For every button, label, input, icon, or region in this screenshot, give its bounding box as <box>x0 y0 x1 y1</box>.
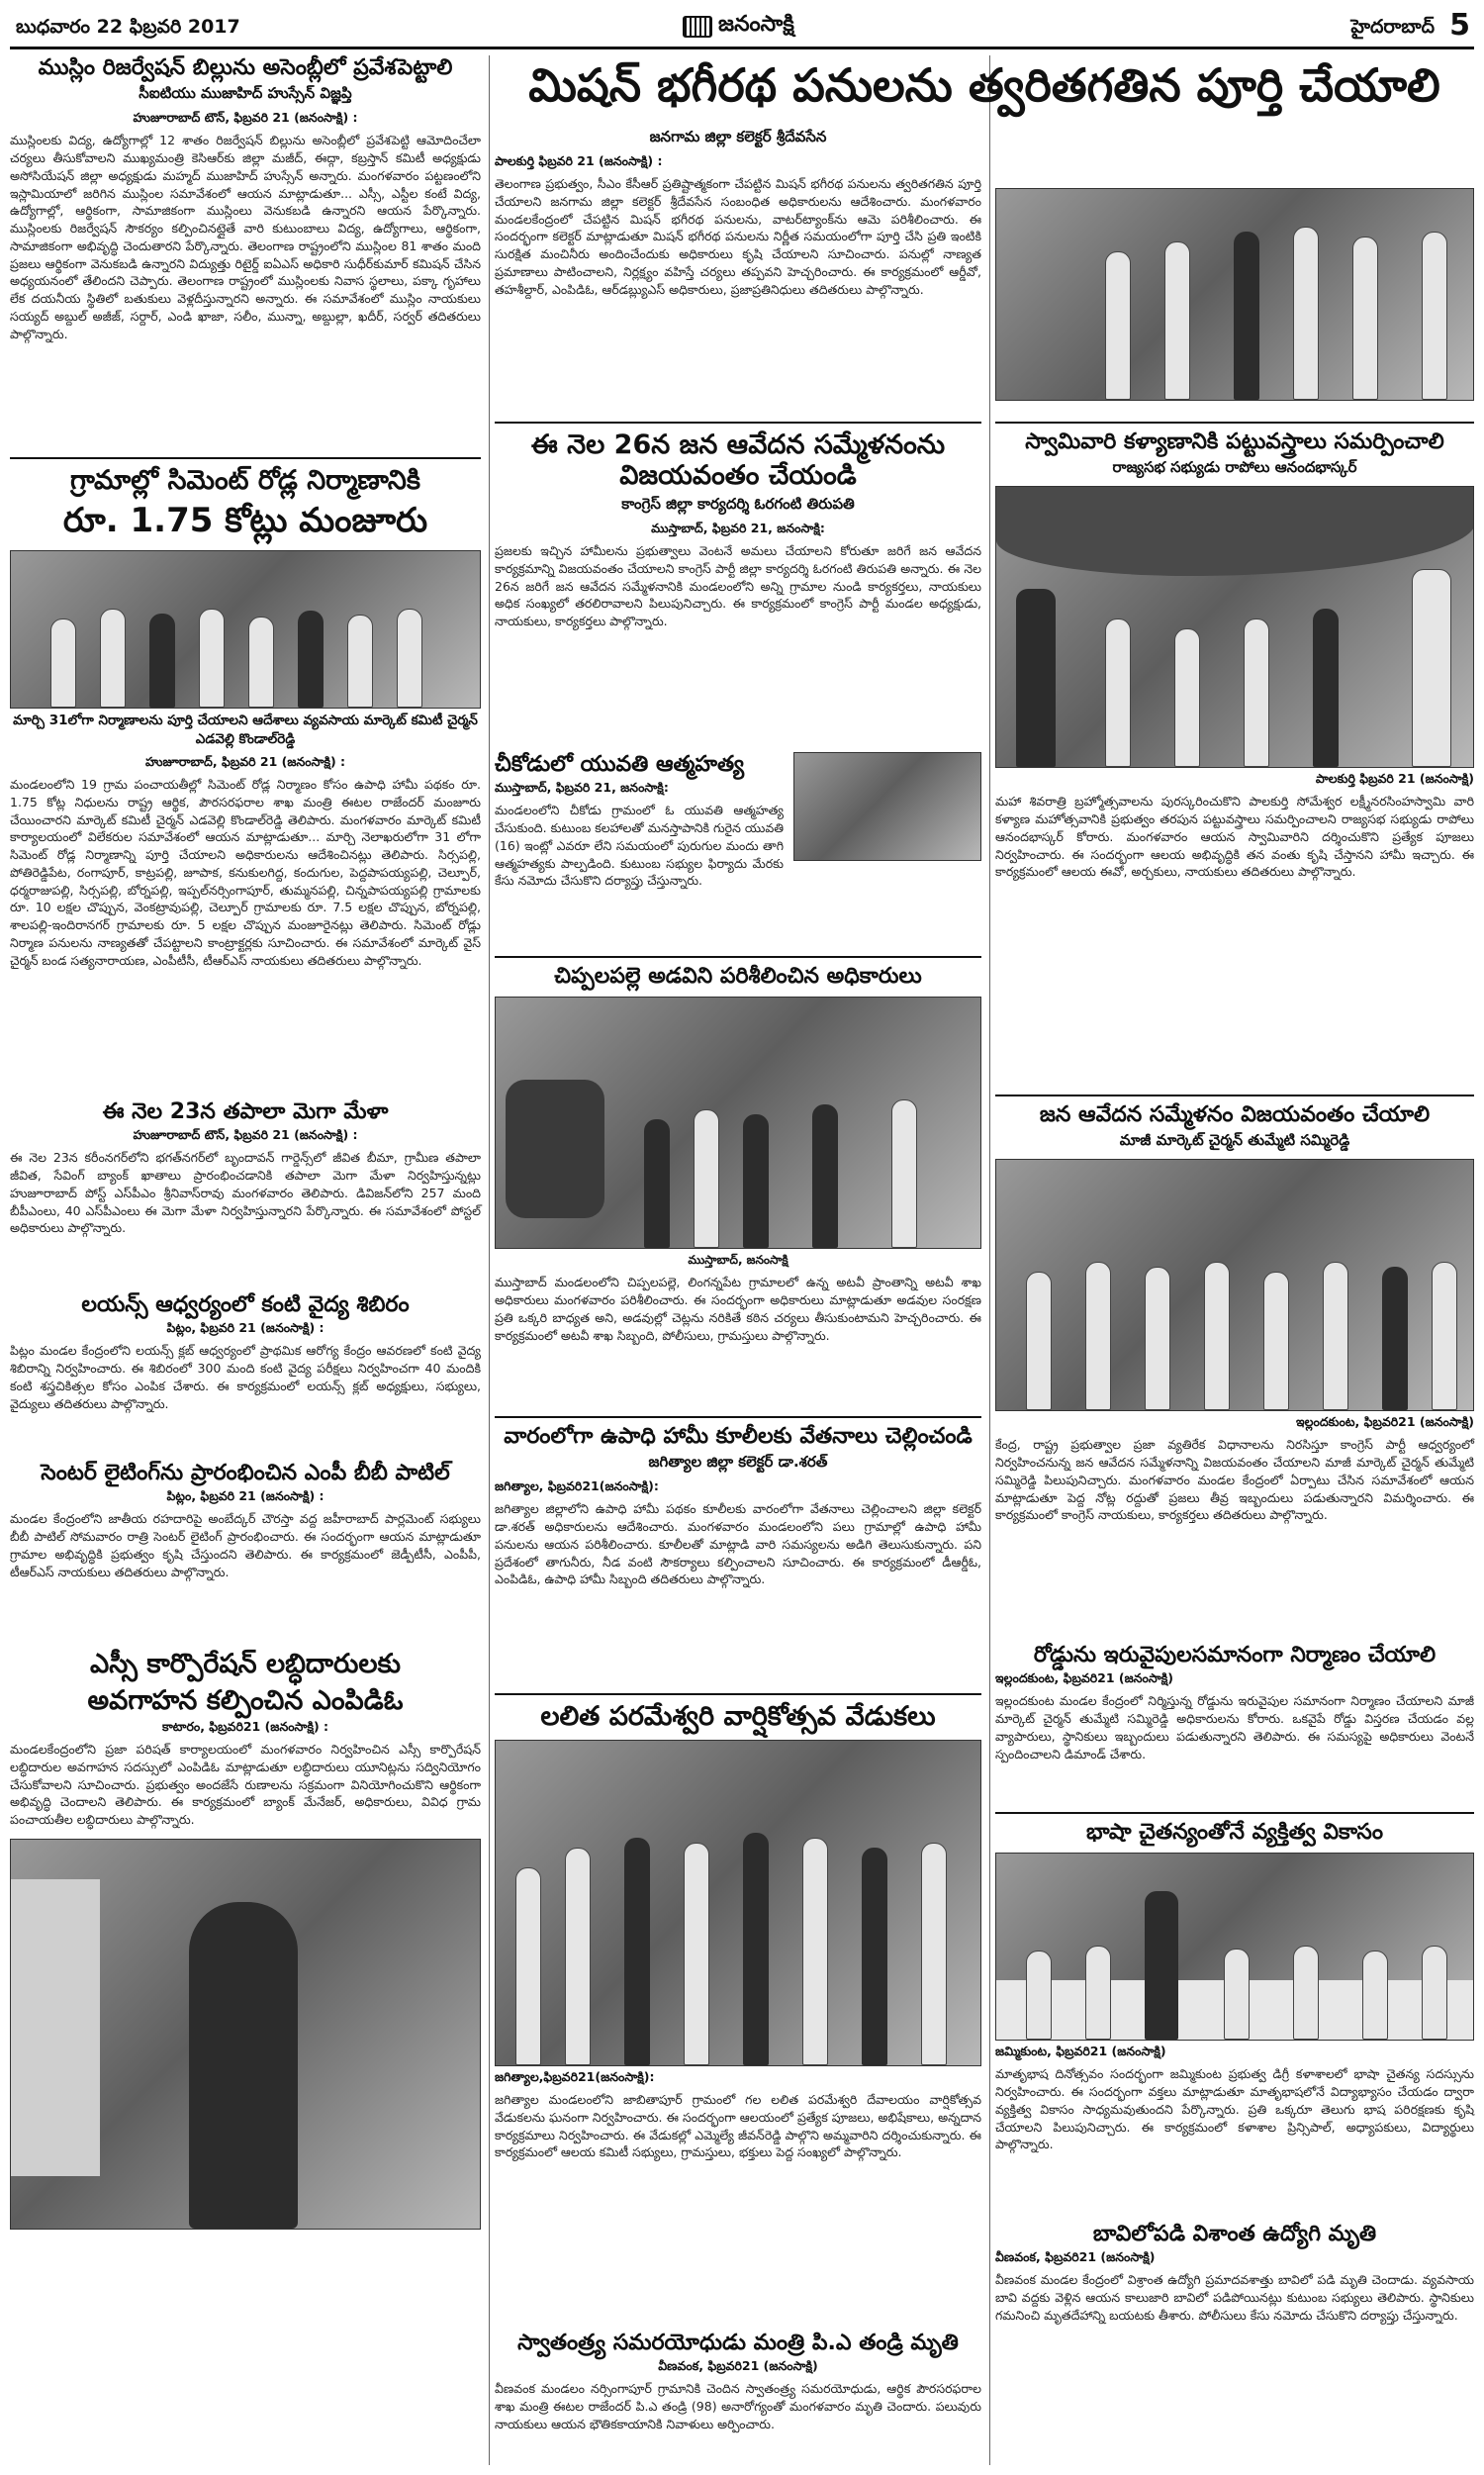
story-eye-camp <box>10 1292 481 1412</box>
story-cement-roads <box>10 451 481 969</box>
subheadline: రాజ్యసభ సభ్యుడు రాపోలు ఆనందభాస్కర్ <box>1112 458 1357 477</box>
dateline: జగిత్యాల,ఫిబ్రవరి21(జనంసాక్షి): <box>495 2069 655 2085</box>
headline: ఎస్సీ కార్పొరేషన్ లబ్ధిదారులకు <box>90 1649 401 1679</box>
dateline: వీణవంక, ఫిబ్రవరి21 (జనంసాక్షి) <box>658 2358 818 2374</box>
story-well-death <box>995 2222 1474 2325</box>
article-body: తెలంగాణ ప్రభుత్వం, సీఎం కేసీఆర్ ప్రతిష్టాత్మకంగా చేపట్టిన మిషన్ భగీరథ పనులను త్వరితగతిన పూర్తి చేయాలని జనగామ జిల్లా కలెక్టర్ శ్రీదేవసేన సంబంధిత అధికారులను ఆదేశించారు. మంగళవారం మండలకేంద్రంలో చేపట్టిన మిషన్ భగీరథ పనులను, వాటర్‌ట్యాంక్‌ను ఆమె పరిశీలించారు. ఈ సందర్భంగా కలెక్టర్ మాట్లాడుతూ మిషన్ భగీరథ పనులను నిర్ణీత సమయంలోగా పూర్తి చేసి ప్రతి ఇంటికి సురక్షిత మంచినీరు అందించేందుకు అధికారులు కృషి చేయాలని సూచించారు. పనుల్లో నాణ్యత ప్రమాణాలు పాటించాలని, నిర్లక్ష్యం వహిస్తే చర్యలు తప్పవని హెచ్చరించారు. ఈ కార్యక్రమంలో ఆర్డీవో, తహశీల్దార్, ఎంపిడిఓ, ఆర్‌డబ్ల్యుఎస్ అధికారులు, ప్రజాప్రతినిధులు తదితరులు పాల్గొన్నారు. <box>495 176 981 297</box>
subheadline: సీఐటియు ముజాహిద్ హుస్సేన్ విజ్ఞప్తి <box>139 84 352 103</box>
headline: లయన్స్ ఆధ్వర్యంలో కంటి వైద్య శిబిరం <box>81 1292 410 1317</box>
column-divider <box>989 55 990 2465</box>
dateline: కాటారం, ఫిబ్రవరి21 (జనంసాక్షి) : <box>161 1719 329 1735</box>
story-postal-mela <box>10 1099 481 1237</box>
brand-name: జనంసాక్షి <box>718 12 794 37</box>
edition-city: హైదరాబాద్ <box>1350 16 1435 38</box>
article-body: మహా శివరాత్రి బ్రహ్మోత్సవాలను పురస్కరించుకొని పాలకుర్తి సోమేశ్వర లక్ష్మీనరసింహస్వామి వారి కళ్యాణ మహోత్సవానికి ప్రభుత్వం తరపున పట్టువస్త్రాలు సమర్పించాలని రాజ్యసభ సభ్యుడు రాపోలు ఆనందభాస్కర్ కోరారు. మంగళవారం ఆయన స్వామివారిని దర్శించుకొని ప్రత్యేక పూజలు నిర్వహించారు. ఈ సందర్భంగా ఆలయ అభివృద్ధికి తన వంతు కృషి చేస్తానని హామీ ఇచ్చారు. ఈ కార్యక్రమంలో ఆలయ ఈవో, అర్చకులు, నాయకులు తదితరులు పాల్గొన్నారు. <box>995 794 1474 880</box>
headline: సెంటర్ లైటింగ్‌ను ప్రారంభించిన ఎంపీ బీబీ పాటిల్ <box>41 1461 450 1485</box>
article-body: మండలకేంద్రంలోని ప్రజా పరిషత్ కార్యాలయంలో మంగళవారం నిర్వహించిన ఎస్సీ కార్పొరేషన్ లబ్ధిదారుల అవగాహన సదస్సులో ఎంపిడిఓ మాట్లాడుతూ లబ్ధిదారులు యూనిట్లను సద్వినియోగం చేసుకోవాలని సూచించారు. ప్రభుత్వం అందజేసే రుణాలను సక్రమంగా వినియోగించుకొని ఆర్థికంగా అభివృద్ధి చెందాలని తెలిపారు. ఈ కార్యక్రమంలో బ్యాంక్ మేనేజర్, అధికారులు, వివిధ గ్రామ పంచాయతీల లబ్ధిదారులు పాల్గొన్నారు. <box>10 1742 481 1828</box>
dateline: జమ్మికుంట, ఫిబ్రవరి21 (జనంసాక్షి) <box>995 2044 1166 2059</box>
newspaper-brand <box>683 12 794 42</box>
headline: బావిలోపడి విశాంత ఉద్యోగి మృతి <box>1092 2222 1377 2246</box>
article-body: మండల కేంద్రంలోని జాతీయ రహదారిపై అంబేద్కర్ చౌరస్తా వద్ద జహీరాబాద్ పార్లమెంట్ సభ్యులు బీబీ పాటిల్ సోమవారం రాత్రి సెంటర్ లైటింగ్ ప్రారంభించారు. ఈ సందర్భంగా ఆయన మాట్లాడుతూ గ్రామాల అభివృద్ధికి ప్రభుత్వం కృషి చేస్తుందని తెలిపారు. ఈ కార్యక్రమంలో జెడ్పీటీసీ, ఎంపీపీ, టీఆర్ఎస్ నాయకులు తదితరులు పాల్గొన్నారు. <box>10 1511 481 1579</box>
headline: గ్రామాల్లో సిమెంట్ రోడ్ల నిర్మాణానికి <box>70 465 420 496</box>
headline: రోడ్డును ఇరువైపులసమానంగా నిర్మాణం చేయాలి <box>1033 1643 1437 1667</box>
subheadline: జనగామ జిల్లా కలెక్టర్ శ్రీదేవసేన <box>649 128 827 145</box>
article-body: కేంద్ర, రాష్ట్ర ప్రభుత్వాల ప్రజా వ్యతిరేక విధానాలను నిరసిస్తూ కాంగ్రెస్ పార్టీ ఆధ్వర్యంలో నిర్వహించనున్న జన ఆవేదన సమ్మేళనాన్ని విజయవంతం చేయాలని మాజీ మార్కెట్ చైర్మన్ తుమ్మేటి సమ్మిరెడ్డి పిలుపునిచ్చారు. మంగళవారం మండల కేంద్రంలో ఏర్పాటు చేసిన సమావేశంలో ఆయన మాట్లాడుతూ పెద్ద నోట్ల రద్దుతో ప్రజలు తీవ్ర ఇబ్బందులు పడుతున్నారని విమర్శించారు. ఈ కార్యక్రమంలో కాంగ్రెస్ నాయకులు, కార్యకర్తలు తదితరులు పాల్గొన్నారు. <box>995 1437 1474 1523</box>
article-body: ముస్తాబాద్ మండలంలోని చిప్పలపల్లె, లింగన్నపేట గ్రామాలలో ఉన్న అటవీ ప్రాంతాన్ని అటవీ శాఖ అధికారులు మంగళవారం పరిశీలించారు. ఈ సందర్భంగా అధికారులు మాట్లాడుతూ అడవుల సంరక్షణ ప్రతి ఒక్కరి బాధ్యత అని, అడవుల్లో చెట్లను నరికితే కఠిన చర్యలు తీసుకుంటామని హెచ్చరించారు. ఈ కార్యక్రమంలో అటవీ శాఖ సిబ్బంది, పోలీసులు, గ్రామస్తులు పాల్గొన్నారు. <box>495 1275 981 1343</box>
story-kalyanam <box>995 416 1474 881</box>
article-body: మండలంలోని 19 గ్రామ పంచాయతీల్లో సిమెంట్ రోడ్ల నిర్మాణం కోసం ఉపాధి హామీ పథకం రూ. 1.75 కోట్ల నిధులను రాష్ట్ర ఆర్థిక, పౌరసరఫరాల శాఖ మంత్రి ఈటల రాజేందర్ మంజూరు చేయించారని మార్కెట్ కమిటీ చైర్మన్ ఎడవెల్లి కొండాల్‌రెడ్డి తెలిపారు. మంగళవారం మార్కెట్ కమిటీ కార్యాలయంలో విలేకరుల సమావేశంలో ఆయన మాట్లాడుతూ... మార్చి నెలాఖరులోగా 31 లోగా సిమెంట్ రోడ్ల నిర్మాణాన్ని పూర్తి చేయాలని అధికారులను ఆదేశించినట్లు తెలిపారు. సిర్సపల్లి, పోతిరెడ్డిపేట, రంగాపూర్, కాట్రపల్లి, జూపాక, కనుకులగిద్ద, కందుగుల, పెద్దపాపయ్యపల్లి, చెల్పూర్, ధర్మరాజుపల్లి, సిర్సపల్లి, బోర్నపల్లి, ఇప్పల్‌నర్సింగాపూర్, తుమ్మనపల్లి, చిన్నపాపయ్యపల్లి గ్రామాలకు రూ. 10 లక్షల చొప్పున, వెంకట్రావుపల్లి, చెల్పూర్ గ్రామాలకు రూ. 7.5 లక్షల చొప్పున, బోర్నపల్లి, శాలపల్లి-ఇందిరానగర్ గ్రామాలకు రూ. 5 లక్షల చొప్పున మంజూరైనట్లు తెలిపారు. సిమెంట్ రోడ్లు నిర్మాణ పనులను నాణ్యతతో చేపట్టాలని కాంట్రాక్టర్లకు సూచించారు. ఈ సమావేశంలో మార్కెట్ వైస్ చైర్మన్ బండ సత్యనారాయణ, ఎంపీటీసీ, టీఆర్ఎస్ నాయకులు తదితరులు పాల్గొన్నారు. <box>10 777 481 968</box>
story-mission-bhagiratha <box>495 59 1474 112</box>
headline: జన ఆవేదన సమ్మేళనం విజయవంతం చేయాలి <box>1039 1102 1431 1127</box>
dateline: పాలకుర్తి ఫిబ్రవరి 21 (జనంసాక్షి) <box>1315 771 1474 787</box>
article-body: పిట్లం మండల కేంద్రంలోని లయన్స్ క్లబ్ ఆధ్వర్యంలో ప్రాథమిక ఆరోగ్య కేంద్రం ఆవరణలో కంటి వైద్య శిబిరాన్ని నిర్వహించారు. ఈ శిబిరంలో 300 మంది కంటి వైద్య పరీక్షలు నిర్వహించగా 40 మందికి కంటి శస్త్రచికిత్సల కోసం ఎంపిక చేశారు. ఈ కార్యక్రమంలో లయన్స్ క్లబ్ అధ్యక్షులు, సభ్యులు, వైద్యులు తదితరులు పాల్గొన్నారు. <box>10 1343 481 1411</box>
temple-ritual-photo <box>995 486 1474 768</box>
dateline: పాలకుర్తి ఫిబ్రవరి 21 (జనంసాక్షి) : <box>495 153 663 168</box>
dateline: ఇల్లందకుంట, ఫిబ్రవరి21 (జనంసాక్షి) <box>1296 1414 1474 1430</box>
subheadline: మార్చి 31లోగా నిర్మాణాలను పూర్తి చేయాలని ఆదేశాలు వ్యవసాయ మార్కెట్ కమిటీ చైర్మన్ ఎడవెల్లి కొండాల్‌రెడ్డి <box>13 713 478 748</box>
headline: ఈ నెల 26న జన ఆవేదన సమ్మేళనంను విజయవంతం చేయండి <box>530 429 946 492</box>
page-number: 5 <box>1449 8 1470 43</box>
article-body: మాతృభాష దినోత్సవం సందర్భంగా జమ్మికుంట ప్రభుత్వ డిగ్రీ కళాశాలలో భాషా చైతన్య సదస్సును నిర్వహించారు. ఈ సందర్భంగా వక్తలు మాట్లాడుతూ మాతృభాషలోనే విద్యాభ్యాసం చేయడం ద్వారా వ్యక్తిత్వ వికాసం సాధ్యమవుతుందని పేర్కొన్నారు. ప్రతి ఒక్కరూ తెలుగు భాష పరిరక్షణకు కృషి చేయాలని పిలుపునిచ్చారు. ఈ కార్యక్రమంలో కళాశాల ప్రిన్సిపాల్, అధ్యాపకులు, విద్యార్థులు పాల్గొన్నారు. <box>995 2066 1474 2152</box>
dateline: హుజూరాబాద్ టౌన్, ఫిబ్రవరి 21 (జనంసాక్షి) : <box>133 1127 358 1143</box>
article-body: ముస్లింలకు విద్య, ఉద్యోగాల్లో 12 శాతం రిజర్వేషన్ బిల్లును అసెంబ్లీలో ప్రవేశపెట్టి ఆమోదించేలా చర్యలు తీసుకోవాలని ముఖ్యమంత్రి కెసిఆర్‌కు జిల్లా మజీద్, ఈద్గా, కబ్రస్తాన్ కమిటీ అధ్యక్షుడు అసోసియేషన్ జిల్లా అధ్యక్షుడు మహ్మద్ ముజాహిద్ హుస్సేన్ అన్నారు. మంగళవారం పట్టణంలోని ఇస్లామియాలో జరిగిన ముస్లింల సమావేశంలో ఆయన మాట్లాడుతూ... ఎస్సీ, ఎస్టీల కంటే విద్య, ఉద్యోగాల్లో, ఆర్థికంగా, సామాజికంగా ముస్లింలు వెనుకబడి ఉన్నారని ఆయన పేర్కొన్నారు. ముస్లింలకు రిజర్వేషన్ సౌకర్యం కల్పించినట్లైతే వారి కుటుంబాలు విద్య, ఉద్యోగాలు, ఆర్థికంగా, సామాజికంగా అభివృద్ధి చెందుతారని పేర్కొన్నారు. తెలంగాణ రాష్ట్రంలోని ముస్లింల 81 శాతం మంది ప్రజలు ఆర్థికంగా వెనుకబడి ఉన్నారని విద్యుత్తు రిటైర్డ్ ఐఏఎస్ అధికారి సుధీర్‌కుమార్ కమిషన్ చేసిన అధ్యయనంలో తేలిందని చెప్పారు. తెలంగాణ రాష్ట్రంలో ముస్లింలకు నివాస స్థలాలు, పక్కా గృహాలు లేక దయనీయ స్థితిలో బతుకులు వెళ్లదీస్తున్నారని అన్నారు. ఈ సమావేశంలో ముస్లిం నాయకులు సయ్యద్ అబ్దుల్ అజీజ్, సర్దార్, ఎండి ఖాజా, సలీం, మున్నా, అబ్దుల్లా, ఖదీర్, సర్వర్ తదితరులు పాల్గొన్నారు. <box>10 133 481 341</box>
officer-speaking-photo <box>10 1839 481 2230</box>
dateline: జగిత్యాల, ఫిబ్రవరి21(జనంసాక్షి): <box>495 1478 659 1494</box>
headline: చిప్పలపల్లె అడవిని పరిశీలించిన అధికారులు <box>554 964 922 989</box>
article-body: జగిత్యాల జిల్లాలోని ఉపాధి హామీ పథకం కూలీలకు వారంలోగా వేతనాలు చెల్లించాలని జిల్లా కలెక్టర్ డా.శరత్ అధికారులను ఆదేశించారు. మంగళవారం మండలంలోని పలు గ్రామాల్లో ఉపాధి హామీ పనులను ఆయన పరిశీలించారు. కూలీలతో మాట్లాడి వారి సమస్యలను అడిగి తెలుసుకున్నారు. పని ప్రదేశంలో తాగునీరు, నీడ వంటి సౌకర్యాలు కల్పించాలని సూచించారు. ఈ కార్యక్రమంలో డీఆర్డీఓ, ఎంపిడిఓ, ఉపాధి హామీ సిబ్బంది తదితరులు పాల్గొన్నారు. <box>495 1501 981 1587</box>
masthead <box>10 8 1474 49</box>
victim-photo <box>793 752 981 861</box>
article-body: ప్రజలకు ఇచ్చిన హామీలను ప్రభుత్వాలు వెంటనే అమలు చేయాలని కోరుతూ జరిగే జన ఆవేదన కార్యక్రమాన్ని విజయవంతం చేయాలని కాంగ్రెస్ పార్టీ జిల్లా కార్యదర్శి ఓరగంటి తిరుపతి అన్నారు. ఈ నెల 26న జరిగే జన ఆవేదన సమ్మేళనానికి మండలంలోని అన్ని గ్రామాల నుండి కార్యకర్తలు, నాయకులు అధిక సంఖ్యలో తరలిరావాలని పిలుపునిచ్చారు. ఈ కార్యక్రమంలో కాంగ్రెస్ పార్టీ మండల అధ్యక్షుడు, నాయకులు, కార్యకర్తలు పాల్గొన్నారు. <box>495 543 981 629</box>
dateline: ఇల్లందకుంట, ఫిబ్రవరి21 (జనంసాక్షి) <box>995 1670 1173 1686</box>
issue-date: బుధవారం 22 ఫిబ్రవరి 2017 <box>16 16 240 38</box>
newspaper-logo-icon <box>683 16 712 38</box>
headline: స్వాతంత్ర్య సమరయోధుడు మంత్రి పి.ఎ తండ్రి మృతి <box>517 2331 959 2355</box>
story-sc-corporation <box>10 1649 481 2230</box>
dateline: ముస్తాబాద్, ఫిబ్రవరి 21, జనంసాక్షి: <box>495 780 669 796</box>
column-divider <box>489 55 490 2465</box>
story-center-lighting <box>10 1461 481 1580</box>
story-jana-avedana-2 <box>995 1089 1474 1524</box>
congress-meeting-photo <box>995 1159 1474 1411</box>
article-body: ఈ నెల 23న కరీంనగర్‌లోని భగత్‌నగర్‌లో బృందావన్ గార్డెన్స్‌లో జీవిత బీమా, గ్రామీణ తపాలా జీవిత, సేవింగ్ బ్యాంక్ ఖాతాలు ప్రారంభించడానికి తపాలా మెగా మేళా నిర్వహిస్తున్నట్లు హుజూరాబాద్ పోస్ట్ ఎస్‌పీఎం శ్రీనివాస్‌రావు మంగళవారం తెలిపారు. డివిజన్‌లోని 257 మంది బీపీఎంలు, 40 ఎస్‌పీఎంలు ఈ మెగా మేళా నిర్వహిస్తున్నారని పేర్కొన్నారు. ఈ సమావేశంలో పోస్టల్ అధికారులు పాల్గొన్నారు. <box>10 1150 481 1236</box>
photo-caption: ముస్తాబాద్, జనంసాక్షి <box>688 1253 788 1268</box>
meeting-photo <box>10 550 481 709</box>
article-body: మండలంలోని చీకోడు గ్రామంలో ఓ యువతి ఆత్మహత్య చేసుకుంది. కుటుంబ కలహాలతో మనస్తాపానికి గురైన యువతి (16) ఇంట్లో ఎవరూ లేని సమయంలో పురుగుల మందు తాగి ఆత్మహత్యకు పాల్పడింది. కుటుంబ సభ్యుల ఫిర్యాదు మేరకు కేసు నమోదు చేసుకొని దర్యాప్తు చేస్తున్నారు. <box>495 803 784 889</box>
story-forest-inspection <box>495 950 981 1344</box>
headline: స్వామివారి కళ్యాణానికి పట్టువస్త్రాలు సమర్పించాలి <box>1025 429 1444 454</box>
dateline: వీణవంక, ఫిబ్రవరి21 (జనంసాక్షి) <box>995 2249 1156 2265</box>
story-road-construction <box>995 1643 1474 1762</box>
headline-line-2: అవగాహన కల్పించిన ఎంపిడిఓ <box>87 1685 404 1717</box>
article-body: వీణవంక మండలం నర్సింగాపూర్ గ్రామానికి చెందిన స్వాతంత్ర్య సమరయోధుడు, ఆర్థిక పౌరసరఫరాల శాఖ మంత్రి ఈటల రాజేందర్ పి.ఎ తండ్రి (98) అనారోగ్యంతో మంగళవారం మృతి చెందారు. పలువురు నాయకులు ఆయన భౌతికకాయానికి నివాళులు అర్పించారు. <box>495 2381 981 2431</box>
dateline: పిట్లం, ఫిబ్రవరి 21 (జనంసాక్షి) : <box>166 1320 325 1336</box>
headline: భాషా చైతన్యంతోనే వ్యక్తిత్వ వికాసం <box>1086 1820 1383 1845</box>
story-jana-avedana <box>495 416 981 630</box>
headline: మిషన్ భగీరథ పనులను త్వరితగతిన పూర్తి చేయాలి <box>528 58 1440 112</box>
subheadline: జగిత్యాల జిల్లా కలెక్టర్ డా.శరత్ <box>648 1453 828 1472</box>
article-body: ఇల్లందకుంట మండల కేంద్రంలో నిర్మిస్తున్న రోడ్డును ఇరువైపుల సమానంగా నిర్మాణం చేయాలని మాజీ మార్కెట్ చైర్మన్ తుమ్మేటి సమ్మిరెడ్డి అధికారులను కోరారు. ఒకవైపే రోడ్డు విస్తరణ చేయడం వల్ల వ్యాపారులు, స్థానికులు ఇబ్బందులు పడుతున్నారని తెలిపారు. ఈ సమస్యపై అధికారులు వెంటనే స్పందించాలని డిమాండ్ చేశారు. <box>995 1693 1474 1761</box>
mission-bhagiratha-text <box>495 124 981 298</box>
story-suicide <box>495 752 981 890</box>
headline: ముస్లిం రిజర్వేషన్ బిల్లును అసెంబ్లీలో ప్రవేశపెట్టాలి <box>38 55 453 80</box>
dateline: హుజూరాబాద్ టౌన్, ఫిబ్రవరి 21 (జనంసాక్షి) : <box>133 110 358 126</box>
dateline: పిట్లం, ఫిబ్రవరి 21 (జనంసాక్షి) : <box>166 1488 325 1504</box>
forest-officials-photo <box>495 997 981 1249</box>
subheadline: కాంగ్రెస్ జిల్లా కార్యదర్శి ఓరగంటి తిరుపతి <box>621 495 855 514</box>
headline-line-2: రూ. 1.75 కోట్లు మంజూరు <box>62 501 428 541</box>
collector-inspection-photo <box>995 188 1474 401</box>
seminar-photo <box>995 1853 1474 2041</box>
headline: లలిత పరమేశ్వరి వార్షికోత్సవ వేడుకలు <box>540 1701 936 1732</box>
headline: చీకోడులో యువతి ఆత్మహత్య <box>495 752 745 777</box>
story-muslim-reservation <box>10 55 481 342</box>
dateline: ముస్తాబాద్, ఫిబ్రవరి 21, జనంసాక్షి: <box>651 521 825 536</box>
story-freedom-fighter <box>495 2331 981 2433</box>
dateline: హుజూరాబాద్, ఫిబ్రవరి 21 (జనంసాక్షి) : <box>144 754 346 770</box>
headline: వారంలోగా ఉపాధి హామీ కూలీలకు వేతనాలు చెల్లించండి <box>504 1424 973 1449</box>
headline: ఈ నెల 23న తపాలా మెగా మేళా <box>102 1099 389 1124</box>
article-body: జగిత్యాల మండలంలోని జాబితాపూర్ గ్రామంలో గల లలిత పరమేశ్వరి దేవాలయం వార్షికోత్సవ వేడుకలను ఘనంగా నిర్వహించారు. ఈ సందర్భంగా ఆలయంలో ప్రత్యేక పూజలు, అభిషేకాలు, అన్నదాన కార్యక్రమాలు నిర్వహించారు. ఈ వేడుకల్లో ఎమ్మెల్యే జీవన్‌రెడ్డి పాల్గొని అమ్మవారిని దర్శించుకున్నారు. ఈ కార్యక్రమంలో ఆలయ కమిటీ సభ్యులు, గ్రామస్తులు, భక్తులు పెద్ద సంఖ్యలో పాల్గొన్నారు. <box>495 2092 981 2160</box>
story-lalitha-parameswari <box>495 1687 981 2161</box>
temple-celebration-photo <box>495 1740 981 2066</box>
subheadline: మాజీ మార్కెట్ చైర్మన్ తుమ్మేటి సమ్మిరెడ్డి <box>1119 1131 1350 1150</box>
story-upadhi-wages <box>495 1410 981 1588</box>
story-language-awareness <box>995 1806 1474 2153</box>
article-body: వీణవంక మండల కేంద్రంలో విశ్రాంత ఉద్యోగి ప్రమాదవశాత్తు బావిలో పడి మృతి చెందాడు. వ్యవసాయ బావి వద్దకు వెళ్లిన ఆయన కాలుజారి బావిలో పడిపోయినట్లు కుటుంబ సభ్యులు తెలిపారు. స్థానికులు గమనించి మృతదేహాన్ని బయటకు తీశారు. పోలీసులు కేసు నమోదు చేసుకొని దర్యాప్తు చేస్తున్నారు. <box>995 2272 1474 2323</box>
